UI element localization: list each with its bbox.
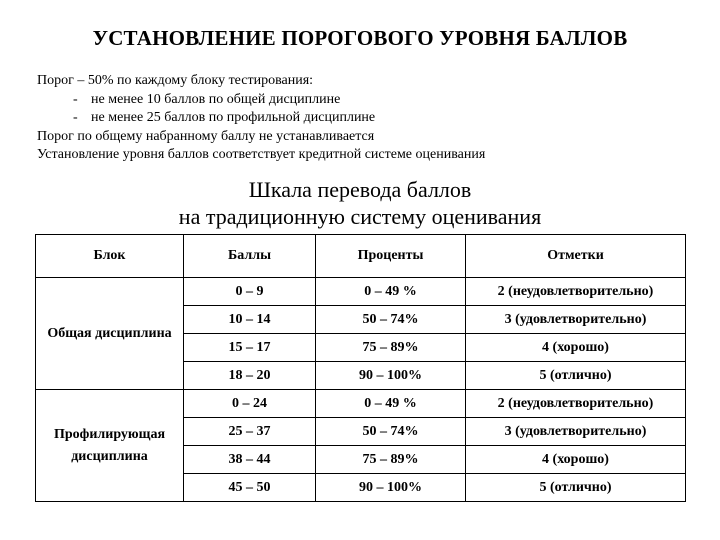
scale-title-line2: на традиционную систему оценивания bbox=[178, 204, 542, 229]
header-grade: Отметки bbox=[466, 235, 686, 278]
points-cell: 45 – 50 bbox=[184, 474, 316, 502]
threshold-notes bbox=[37, 72, 697, 165]
points-cell: 25 – 37 bbox=[184, 418, 316, 446]
grade-cell: 2 (неудовлетворительно) bbox=[466, 278, 686, 306]
conversion-table bbox=[35, 234, 686, 502]
scale-title bbox=[0, 176, 720, 230]
points-cell: 38 – 44 bbox=[184, 446, 316, 474]
block-cell-profile: Профилирующая дисциплина bbox=[36, 390, 184, 502]
percent-cell: 50 – 74% bbox=[316, 306, 466, 334]
grade-cell: 3 (удовлетворительно) bbox=[466, 306, 686, 334]
threshold-note: Порог – 50% по каждому блоку тестирования: bbox=[37, 73, 314, 88]
block-cell-general: Общая дисциплина bbox=[36, 278, 184, 390]
list-dash: - bbox=[73, 110, 78, 125]
points-cell: 0 – 9 bbox=[184, 278, 316, 306]
table-header-row bbox=[36, 235, 686, 278]
percent-cell: 75 – 89% bbox=[316, 334, 466, 362]
credit-system-note: Установление уровня баллов соответствует кредитной системе оценивания bbox=[37, 147, 486, 162]
page-title: УСТАНОВЛЕНИЕ ПОРОГОВОГО УРОВНЯ БАЛЛОВ bbox=[92, 26, 628, 50]
subitem-text: не менее 10 баллов по общей дисциплине bbox=[91, 91, 341, 107]
grade-cell: 3 (удовлетворительно) bbox=[466, 418, 686, 446]
percent-cell: 90 – 100% bbox=[316, 474, 466, 502]
percent-cell: 0 – 49 % bbox=[316, 278, 466, 306]
points-cell: 18 – 20 bbox=[184, 362, 316, 390]
table-row bbox=[36, 390, 686, 418]
header-block: Блок bbox=[36, 235, 184, 278]
header-percent: Проценты bbox=[316, 235, 466, 278]
table-row bbox=[36, 278, 686, 306]
threshold-subitem-general bbox=[37, 91, 697, 110]
grade-cell: 5 (отлично) bbox=[466, 474, 686, 502]
percent-cell: 75 – 89% bbox=[316, 446, 466, 474]
header-points: Баллы bbox=[184, 235, 316, 278]
subitem-text: не менее 25 баллов по профильной дисциплине bbox=[91, 110, 376, 125]
threshold-subitem-profile bbox=[37, 109, 697, 128]
grade-cell: 5 (отлично) bbox=[466, 362, 686, 390]
points-cell: 10 – 14 bbox=[184, 306, 316, 334]
points-cell: 0 – 24 bbox=[184, 390, 316, 418]
grade-cell: 4 (хорошо) bbox=[466, 334, 686, 362]
scale-title-line1: Шкала перевода баллов bbox=[248, 177, 472, 202]
list-dash: - bbox=[73, 91, 78, 107]
points-cell: 15 – 17 bbox=[184, 334, 316, 362]
grade-cell: 4 (хорошо) bbox=[466, 446, 686, 474]
percent-cell: 90 – 100% bbox=[316, 362, 466, 390]
percent-cell: 0 – 49 % bbox=[316, 390, 466, 418]
percent-cell: 50 – 74% bbox=[316, 418, 466, 446]
total-threshold-note: Порог по общему набранному баллу не устанавливается bbox=[37, 128, 375, 144]
grade-cell: 2 (неудовлетворительно) bbox=[466, 390, 686, 418]
